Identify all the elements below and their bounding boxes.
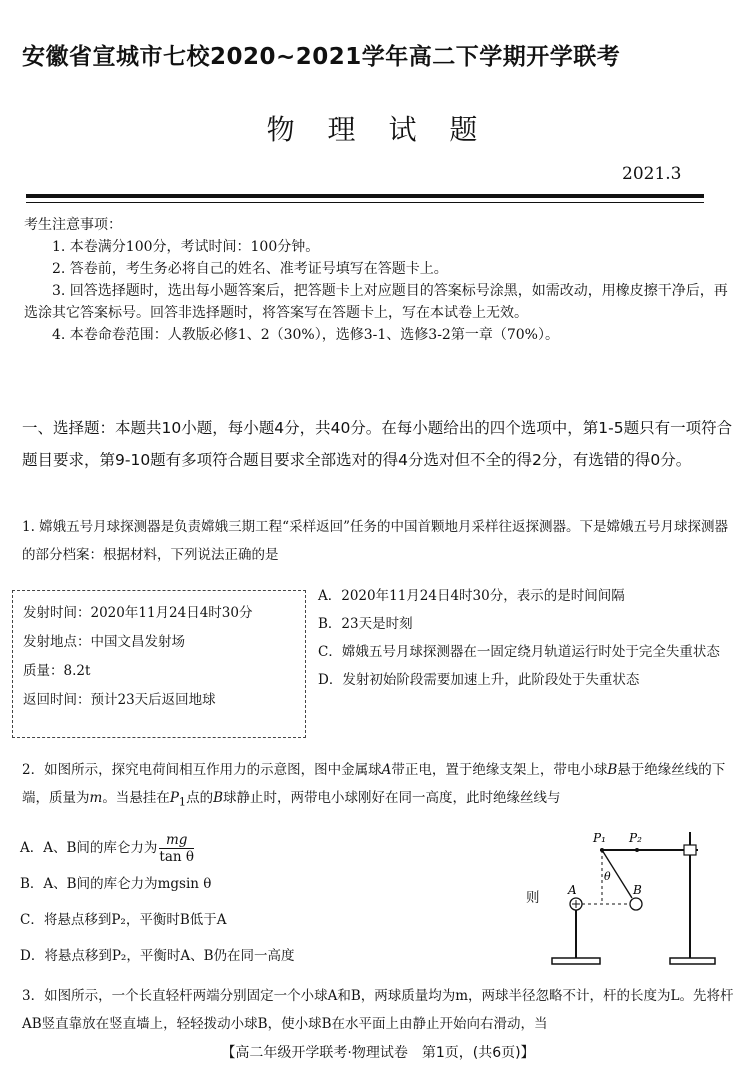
var-p: P <box>169 790 179 806</box>
stem-text: 。当悬挂在 <box>102 790 170 806</box>
document-subtitle: 物 理 试 题 <box>266 113 490 146</box>
probe-info-row: 发射地点：中国文昌发射场 <box>23 634 185 650</box>
probe-info-row: 发射时间：2020年11月24日4时30分 <box>23 605 253 621</box>
stem-text: 点的 <box>186 790 214 806</box>
section-heading: 一、选择题：本题共10小题，每小题4分，共40分。在每小题给出的四个选项中，第1-5题只有一项符合题目要求，第9-10题有多项符合题目要求全部选对的得4分选对但不全的得2分，有选错的得0分。 <box>22 419 733 469</box>
notice-item: 3. 回答选择题时，选出每小题答案后，把答题卡上对应题目的答案标号涂黑，如需改动，用橡皮擦干净后，再选涂其它答案标号。回答非选择题时，将答案写在答题卡上，写在本试卷上无效。 <box>24 283 728 321</box>
option-a: A．2020年11月24日4时30分，表示的是时间间隔 <box>318 588 625 604</box>
probe-info-box <box>12 590 306 738</box>
ze-char: 则 <box>526 890 540 906</box>
notice-body <box>24 236 736 346</box>
var-a: A <box>381 762 392 778</box>
header-rule-thin <box>26 202 704 203</box>
fraction <box>159 832 194 865</box>
option-d: D．将悬点移到P₂，平衡时A、B仍在同一高度 <box>20 948 295 964</box>
fraction-denominator: tan θ <box>159 849 195 865</box>
exam-date: 2021.3 <box>622 164 682 184</box>
notice-item: 4. 本卷命卷范围：人教版必修1、2（30%），选修3-1、选修3-2第一章（70%）。 <box>52 327 559 343</box>
ball-a-label: A <box>568 883 577 897</box>
ball-b-label: B <box>633 883 642 897</box>
p1-label: P₁ <box>593 831 606 845</box>
stem-text: 2．如图所示，探究电荷间相互作用力的示意图，图中金属球 <box>22 762 382 778</box>
question-2-stem <box>22 756 738 817</box>
option-a <box>20 830 520 866</box>
option-a-text: A．A、B间的库仑力为 <box>20 840 158 856</box>
stem-text: 带正电，置于绝缘支架上，带电小球 <box>391 762 608 778</box>
option-d: D．发射初始阶段需要加速上升，此阶段处于失重状态 <box>318 672 640 688</box>
option-b: B．23天是时刻 <box>318 616 413 632</box>
option-c: C．嫦娥五号月球探测器在一固定绕月轨道运行时处于完全失重状态 <box>318 644 720 660</box>
stem-text: 球静止时，两带电小球刚好在同一高度，此时绝缘丝线与 <box>223 790 561 806</box>
notice-heading: 考生注意事项： <box>24 217 122 233</box>
notice-item: 1. 本卷满分100分，考试时间：100分钟。 <box>52 239 320 255</box>
question-1-stem: 1. 嫦娥五号月球探测器是负责嫦娥三期工程“采样返回”任务的中国首颗地月采样往返探测器。下是嫦娥五号月球探测器的部分档案：根据材料，下列说法正确的是 <box>22 519 728 563</box>
stem-text: 悬于绝缘丝线的下端，质量为 <box>22 762 726 806</box>
clamp <box>684 845 696 855</box>
var-b: B <box>607 762 618 778</box>
fraction-numerator: mg <box>159 832 194 849</box>
probe-info-row: 返回时间：预计23天后返回地球 <box>23 692 216 708</box>
var-b: B <box>213 790 223 806</box>
document-title: 安徽省宣城市七校2020~2021学年高二下学期开学联考 <box>22 44 621 70</box>
option-c: C．将悬点移到P₂，平衡时B低于A <box>20 912 227 928</box>
question-1-options <box>318 582 738 694</box>
question-3-stem: 3．如图所示，一个长直轻杆两端分别固定一个小球A和B，两球质量均为m，两球半径忽略不计，杆的长度为L。先将杆AB竖直靠放在竖直墙上，轻轻拨动小球B，使小球B在水平面上由静止开始向右滑动，当 <box>22 988 734 1032</box>
stand-right-base <box>670 958 715 964</box>
ball-b <box>630 898 642 910</box>
probe-info-row: 质量：8.2t <box>23 663 91 679</box>
notice-item: 2. 答卷前，考生务必将自己的姓名、准考证号填写在答题卡上。 <box>52 261 448 277</box>
header-rule-thick <box>26 194 704 198</box>
option-b: B．A、B间的库仑力为mgsin θ <box>20 876 212 892</box>
var-p-sub: 1 <box>178 795 187 809</box>
charge-diagram <box>520 828 730 968</box>
p2-point <box>635 848 639 852</box>
p2-label: P₂ <box>629 831 642 845</box>
stand-left-base <box>552 958 600 964</box>
theta-label: θ <box>604 870 611 883</box>
page-footer: 【高二年级开学联考·物理试卷 第1页，(共6页)】 <box>221 1045 535 1061</box>
question-2-options <box>20 830 520 974</box>
var-m: m <box>89 790 103 806</box>
